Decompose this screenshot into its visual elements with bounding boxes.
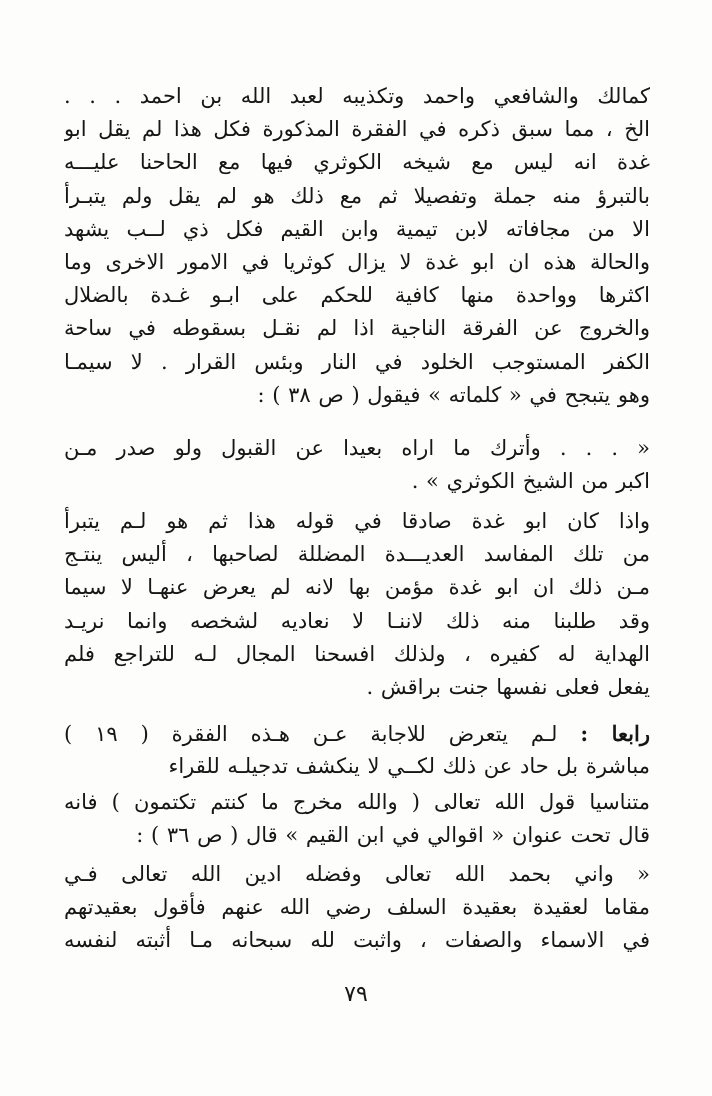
quote-paragraph-2 bbox=[64, 858, 650, 958]
text-line: الخ ، مما سبق ذكره في الفقرة المذكورة فكل هذا لم يقل ابو bbox=[64, 117, 650, 142]
text-line: مباشرة بل حاد عن ذلك لكــي لا ينكشف تدجيلـه للقراء bbox=[168, 754, 650, 779]
quote-paragraph-1 bbox=[64, 432, 650, 498]
paragraph-4-continued bbox=[64, 786, 650, 852]
text-line: كمالك والشافعي واحمد وتكذيبه لعبد الله بن احمد . . . bbox=[64, 84, 650, 108]
text-line: اكبر من الشيخ الكوثري » . bbox=[411, 469, 650, 494]
text-line: مـن ذلك ان ابو غدة مؤمن بها لانه لم يعرض عنهـا لا سيما bbox=[64, 575, 650, 600]
text-line: اكثرها وواحدة منها كافية للحكم على ابـو غـدة بالضلال bbox=[64, 283, 650, 308]
text-line: وهو يتبجح في « كلماته » فيقول ( ص ٣٨ ) : bbox=[257, 382, 650, 407]
text-line: من تلك المفاسد العديـــدة المضللة لصاحبها ، أليس ينتـج bbox=[64, 542, 650, 567]
text-line-rest: لـم يتعرض للاجابة عـن هـذه الفقرة ( ١٩ ) bbox=[64, 722, 558, 746]
text-line: بالتبرؤ منه جملة وتفصيلا ثم مع ذلك هو لم يقل ولم يتبـرأ bbox=[64, 183, 650, 208]
text-line: غدة انه ليس مع شيخه الكوثري فيها مع الحاحنا عليـــه bbox=[64, 150, 650, 175]
text-line: الهداية له كفيره ، ولذلك افسحنا المجال لـه للتراجع فلم bbox=[64, 641, 650, 666]
page-number: ٧٩ bbox=[344, 982, 368, 1007]
text-line: قال تحت عنوان « اقوالي في ابن القيم » قال ( ص ٣٦ ) : bbox=[136, 823, 650, 848]
text-line: في الاسماء والصفات ، واثبت لله سبحانه مـا أثبته لنفسه bbox=[64, 928, 650, 953]
text-line: يفعل فعلى نفسها جنت براقش . bbox=[366, 674, 650, 699]
paragraph-1 bbox=[64, 80, 650, 412]
text-line: « . . . وأترك ما اراه بعيدا عن القبول ولو صدر مـن bbox=[64, 436, 650, 460]
text-line bbox=[64, 717, 650, 750]
section-lead-label: رابعا : bbox=[580, 721, 650, 746]
paragraph-4 bbox=[64, 717, 650, 783]
text-line: واذا كان ابو غدة صادقا في قوله هذا ثم هو لـم يتبرأ bbox=[64, 509, 650, 533]
paragraph-3 bbox=[64, 505, 650, 704]
text-line: الا من مجافاته لابن تيمية وابن القيم فكل ذي لــب يشهد bbox=[64, 216, 650, 241]
text-line: وقد طلبنا منه ذلك لاننـا لا نعاديه لشخصه وانما نريـد bbox=[64, 608, 650, 633]
text-line: والحالة هذه ان ابو غدة لا يزال كوثريا في الامور الاخرى وما bbox=[64, 249, 650, 274]
text-line: والخروج عن الفرقة الناجية اذا لم نقـل بسقوطه في ساحة bbox=[64, 316, 650, 341]
text-line: مقاما لعقيدة بعقيدة السلف رضي الله عنهم فأقول بعقيدتهم bbox=[64, 895, 650, 920]
text-line: الكفر المستوجب الخلود في النار وبئس القرار . لا سيمـا bbox=[64, 349, 650, 374]
text-line: « واني بحمد الله تعالى وفضله ادين الله تعالى فـي bbox=[64, 862, 650, 886]
text-line: متناسيا قول الله تعالى ( والله مخرج ما كنتم تكتمون ) فانه bbox=[64, 790, 650, 814]
